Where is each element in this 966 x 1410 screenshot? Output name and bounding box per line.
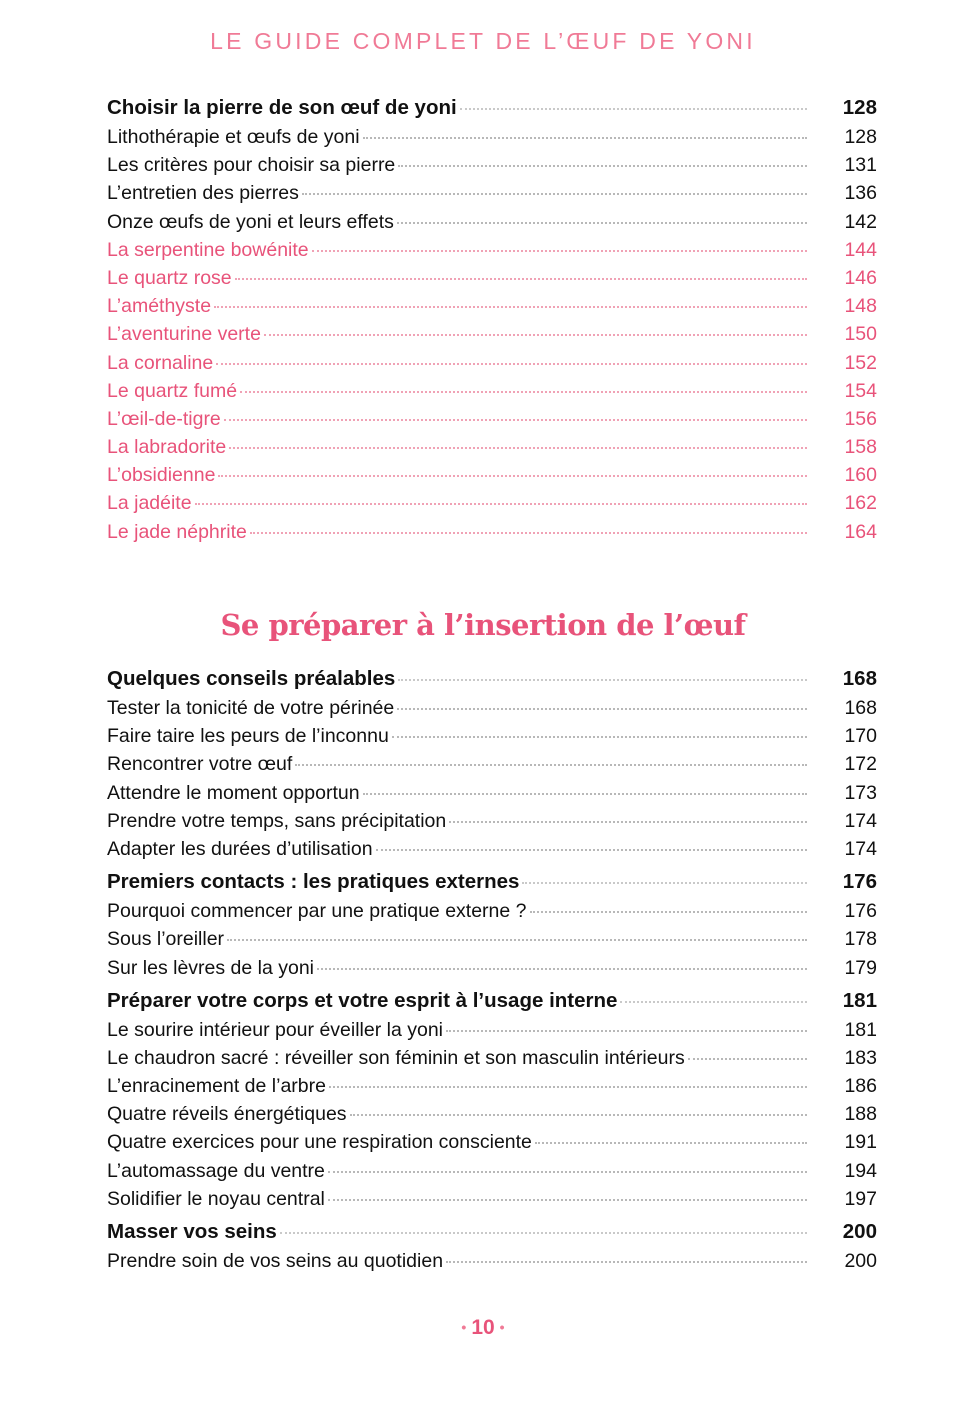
toc-entry-page: 197 <box>844 1187 877 1210</box>
dot-leader <box>522 882 807 884</box>
toc-entry-title: L’améthyste <box>107 295 212 318</box>
toc-entry-title: La serpentine bowénite <box>107 238 309 261</box>
toc-entry-page: 128 <box>844 126 877 148</box>
toc-entry <box>107 1044 877 1072</box>
toc-entry <box>107 433 877 461</box>
toc-entry-title: Attendre le moment opportun <box>107 781 360 804</box>
toc-entry <box>107 518 877 546</box>
dot-leader <box>250 532 807 534</box>
toc-entry-title: L’aventurine verte <box>107 323 261 346</box>
toc-entry-page: 179 <box>844 956 877 979</box>
dot-leader <box>363 793 807 795</box>
toc-entry-page: 160 <box>844 464 877 487</box>
toc-entry <box>107 1128 877 1156</box>
toc-entry <box>107 461 877 489</box>
dot-leader <box>317 968 807 970</box>
toc-entry-page: 174 <box>844 809 877 832</box>
dot-leader <box>397 222 807 224</box>
dot-leader <box>328 1199 807 1201</box>
dot-leader <box>688 1058 807 1060</box>
toc-entry-title: Quatre exercices pour une respiration consciente <box>107 1131 532 1154</box>
toc-entry-page: 156 <box>844 407 877 430</box>
toc-entry-title: Quatre réveils énergétiques <box>107 1103 347 1126</box>
toc-entry-title: L’obsidienne <box>107 464 216 487</box>
toc-entry <box>107 954 877 982</box>
toc-entry-page: 194 <box>844 1159 877 1182</box>
toc-chapter-entry <box>107 664 877 694</box>
toc-entry-title: Rencontrer votre œuf <box>107 753 293 776</box>
dot-leader <box>329 1086 807 1088</box>
dot-leader <box>350 1114 807 1116</box>
toc-chapter-entry <box>107 867 877 897</box>
toc-chapter-entry <box>107 93 877 123</box>
toc-entry-page: 136 <box>844 182 877 205</box>
toc-entry-title: Premiers contacts : les pratiques externes <box>107 870 520 894</box>
dot-leader <box>214 306 807 308</box>
ornament-dot-icon: • <box>461 1319 467 1335</box>
toc-entry <box>107 489 877 517</box>
toc-entry-title: Solidifier le noyau central <box>107 1187 325 1210</box>
page-number-value: 10 <box>471 1316 495 1339</box>
toc-entry-title: La labradorite <box>107 436 227 459</box>
toc-entry-page: 172 <box>844 753 877 776</box>
dot-leader <box>328 1171 807 1173</box>
dot-leader <box>446 1261 807 1263</box>
toc-entry-page: 186 <box>844 1075 877 1098</box>
dot-leader <box>376 849 807 851</box>
toc-entry-title: Le sourire intérieur pour éveiller la yoni <box>107 1018 444 1041</box>
dot-leader <box>195 503 807 505</box>
section-title: Se préparer à l’insertion de l’œuf <box>220 608 746 642</box>
toc-entry <box>107 179 877 207</box>
dot-leader <box>530 911 808 913</box>
toc-entry-page: 144 <box>844 238 877 261</box>
toc-entry-page: 181 <box>844 1018 877 1041</box>
dot-leader <box>240 391 807 393</box>
toc-entry-title: Prendre soin de vos seins au quotidien <box>107 1250 444 1272</box>
toc-entry <box>107 264 877 292</box>
toc-entry-title: Sous l’oreiller <box>107 928 225 951</box>
toc-entry <box>107 722 877 750</box>
dot-leader <box>302 193 807 195</box>
toc-entry-title: Quelques conseils préalables <box>107 667 396 690</box>
toc-entry-title: Lithothérapie et œufs de yoni <box>107 126 360 148</box>
toc-entry-title: La cornaline <box>107 351 214 374</box>
toc-entry <box>107 779 877 807</box>
dot-leader <box>229 447 807 449</box>
toc-entry-title: Pourquoi commencer par une pratique externe ? <box>107 900 527 923</box>
toc-entry <box>107 807 877 835</box>
toc-entry <box>107 151 877 179</box>
dot-leader <box>535 1142 807 1144</box>
toc-entry-page: 146 <box>844 266 877 289</box>
toc-entry-page: 191 <box>844 1131 877 1154</box>
dot-leader <box>446 1030 807 1032</box>
toc-entry-page: 131 <box>844 154 877 177</box>
toc-entry-title: Onze œufs de yoni et leurs effets <box>107 210 394 233</box>
toc-entry-title: Le jade néphrite <box>107 520 247 543</box>
toc-entry-page: 142 <box>844 210 877 233</box>
toc-entry-title: L’œil-de-tigre <box>107 407 221 430</box>
toc-entry-title: Faire taire les peurs de l’inconnu <box>107 725 389 748</box>
dot-leader <box>224 419 807 421</box>
toc-entry <box>107 123 877 151</box>
toc-entry <box>107 835 877 863</box>
toc-entry-title: Préparer votre corps et votre esprit à l’usage interne <box>107 988 618 1012</box>
toc-part-2 <box>107 664 877 1275</box>
toc-entry-page: 154 <box>844 379 877 402</box>
toc-entry <box>107 1016 877 1044</box>
dot-leader <box>216 363 807 365</box>
toc-entry <box>107 1247 877 1275</box>
dot-leader <box>235 278 807 280</box>
toc-entry <box>107 349 877 377</box>
toc-entry-page: 128 <box>842 96 877 119</box>
dot-leader <box>460 108 807 110</box>
toc-chapter-entry <box>107 1217 877 1247</box>
toc-entry-page: 168 <box>842 667 877 690</box>
toc-entry-page: 188 <box>844 1103 877 1126</box>
toc-entry <box>107 897 877 925</box>
dot-leader <box>363 137 807 139</box>
toc-entry <box>107 236 877 264</box>
running-header: LE GUIDE COMPLET DE L’ŒUF DE YONI <box>210 28 756 54</box>
toc-entry-title: Masser vos seins <box>107 1220 277 1243</box>
dot-leader <box>392 736 807 738</box>
toc-entry-title: La jadéite <box>107 492 192 515</box>
toc-entry-title: Sur les lèvres de la yoni <box>107 956 315 979</box>
toc-entry <box>107 208 877 236</box>
dot-leader <box>397 708 807 710</box>
page-number <box>0 1316 966 1340</box>
toc-part-1 <box>107 93 877 546</box>
toc-entry <box>107 377 877 405</box>
toc-entry-page: 183 <box>844 1046 877 1069</box>
toc-entry-title: Le quartz fumé <box>107 379 238 402</box>
toc-entry-title: Le chaudron sacré : réveiller son féminin et son masculin intérieurs <box>107 1046 685 1069</box>
dot-leader <box>398 679 807 681</box>
toc-entry-title: L’enracinement de l’arbre <box>107 1075 326 1098</box>
dot-leader <box>264 334 807 336</box>
toc-entry-page: 181 <box>842 988 877 1012</box>
dot-leader <box>280 1232 807 1234</box>
toc-entry-title: Choisir la pierre de son œuf de yoni <box>107 96 457 119</box>
toc-entry-page: 200 <box>842 1220 877 1243</box>
toc-entry-title: L’entretien des pierres <box>107 182 299 205</box>
toc-entry-page: 176 <box>842 870 877 894</box>
toc-chapter-entry <box>107 986 877 1016</box>
toc-entry-title: Adapter les durées d’utilisation <box>107 837 373 860</box>
toc-entry-page: 174 <box>844 837 877 860</box>
ornament-dot-icon: • <box>499 1319 505 1335</box>
toc-entry-page: 148 <box>844 295 877 318</box>
toc-entry-page: 150 <box>844 323 877 346</box>
dot-leader <box>449 821 807 823</box>
toc-entry-title: Les critères pour choisir sa pierre <box>107 154 396 177</box>
toc-entry-page: 168 <box>844 697 877 719</box>
toc-entry-page: 162 <box>844 492 877 515</box>
toc-entry <box>107 405 877 433</box>
toc-entry-title: Le quartz rose <box>107 266 232 289</box>
toc-entry-page: 170 <box>844 725 877 748</box>
dot-leader <box>227 939 807 941</box>
dot-leader <box>620 1001 807 1003</box>
toc-entry <box>107 1072 877 1100</box>
toc-entry-page: 178 <box>844 928 877 951</box>
toc-entry <box>107 1157 877 1185</box>
toc-entry-page: 200 <box>844 1250 877 1272</box>
toc-entry <box>107 694 877 722</box>
dot-leader <box>295 764 807 766</box>
toc-entry-page: 152 <box>844 351 877 374</box>
toc-entry-page: 173 <box>844 781 877 804</box>
toc-entry <box>107 1185 877 1213</box>
toc-entry-title: Prendre votre temps, sans précipitation <box>107 809 447 832</box>
toc-entry <box>107 320 877 348</box>
toc-entry-page: 164 <box>844 520 877 543</box>
toc-entry-title: Tester la tonicité de votre périnée <box>107 697 395 719</box>
toc-entry-page: 176 <box>844 900 877 923</box>
toc-entry <box>107 292 877 320</box>
dot-leader <box>398 165 807 167</box>
dot-leader <box>312 250 807 252</box>
toc-entry-page: 158 <box>844 436 877 459</box>
toc-entry <box>107 925 877 953</box>
toc-entry <box>107 750 877 778</box>
dot-leader <box>218 475 807 477</box>
toc-entry-title: L’automassage du ventre <box>107 1159 325 1182</box>
toc-entry <box>107 1100 877 1128</box>
